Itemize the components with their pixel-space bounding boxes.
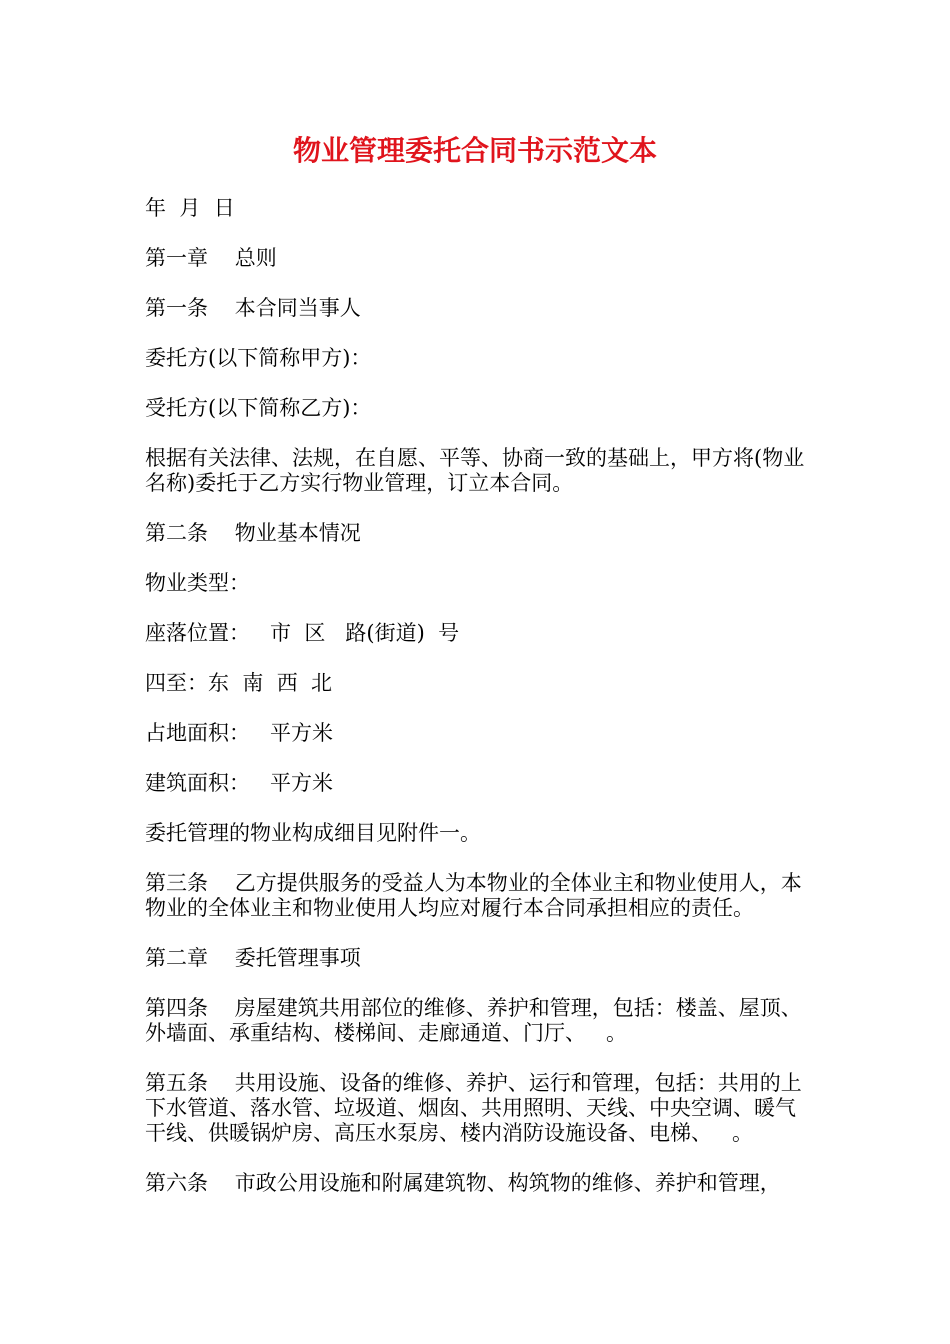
chapter-heading: 第二章 委托管理事项 (145, 946, 361, 970)
body-paragraph: 委托管理的物业构成细目见附件一。 (145, 821, 481, 845)
location-line: 座落位置： 市 区 路(街道) 号 (145, 621, 460, 645)
document-title: 物业管理委托合同书示范文本 (292, 134, 657, 167)
party-b-line: 受托方(以下简称乙方)： (145, 396, 372, 420)
land-area-line: 占地面积： 平方米 (145, 721, 334, 745)
chapter-heading: 第一章 总则 (145, 246, 277, 270)
preamble-paragraph: 根据有关法律、法规，在自愿、平等、协商一致的基础上，甲方将(物业名称)委托于乙方实行物业管理，订立本合同。 (145, 446, 805, 495)
document-body (145, 196, 810, 1221)
party-a-line: 委托方(以下简称甲方)： (145, 346, 372, 370)
property-type-line: 物业类型： (145, 571, 250, 595)
date-line: 年 月 日 (145, 196, 235, 220)
article-paragraph: 第四条 房屋建筑共用部位的维修、养护和管理，包括：楼盖、屋顶、外墙面、承重结构、楼梯间、走廊通道、门厅、 。 (145, 996, 802, 1045)
article-paragraph: 第二条 物业基本情况 (145, 521, 361, 545)
building-area-line: 建筑面积： 平方米 (145, 771, 334, 795)
article-paragraph: 第三条 乙方提供服务的受益人为本物业的全体业主和物业使用人，本物业的全体业主和物业使用人均应对履行本合同承担相应的责任。 (145, 871, 802, 920)
boundaries-line: 四至：东 南 西 北 (145, 671, 333, 695)
article-paragraph: 第六条 市政公用设施和附属建筑物、构筑物的维修、养护和管理， (145, 1171, 781, 1195)
article-paragraph: 第五条 共用设施、设备的维修、养护、运行和管理，包括：共用的上下水管道、落水管、垃圾道、烟囱、共用照明、天线、中央空调、暖气干线、供暖锅炉房、高压水泵房、楼内消防设施设备、电梯、 。 (145, 1071, 802, 1145)
article-paragraph: 第一条 本合同当事人 (145, 296, 361, 320)
